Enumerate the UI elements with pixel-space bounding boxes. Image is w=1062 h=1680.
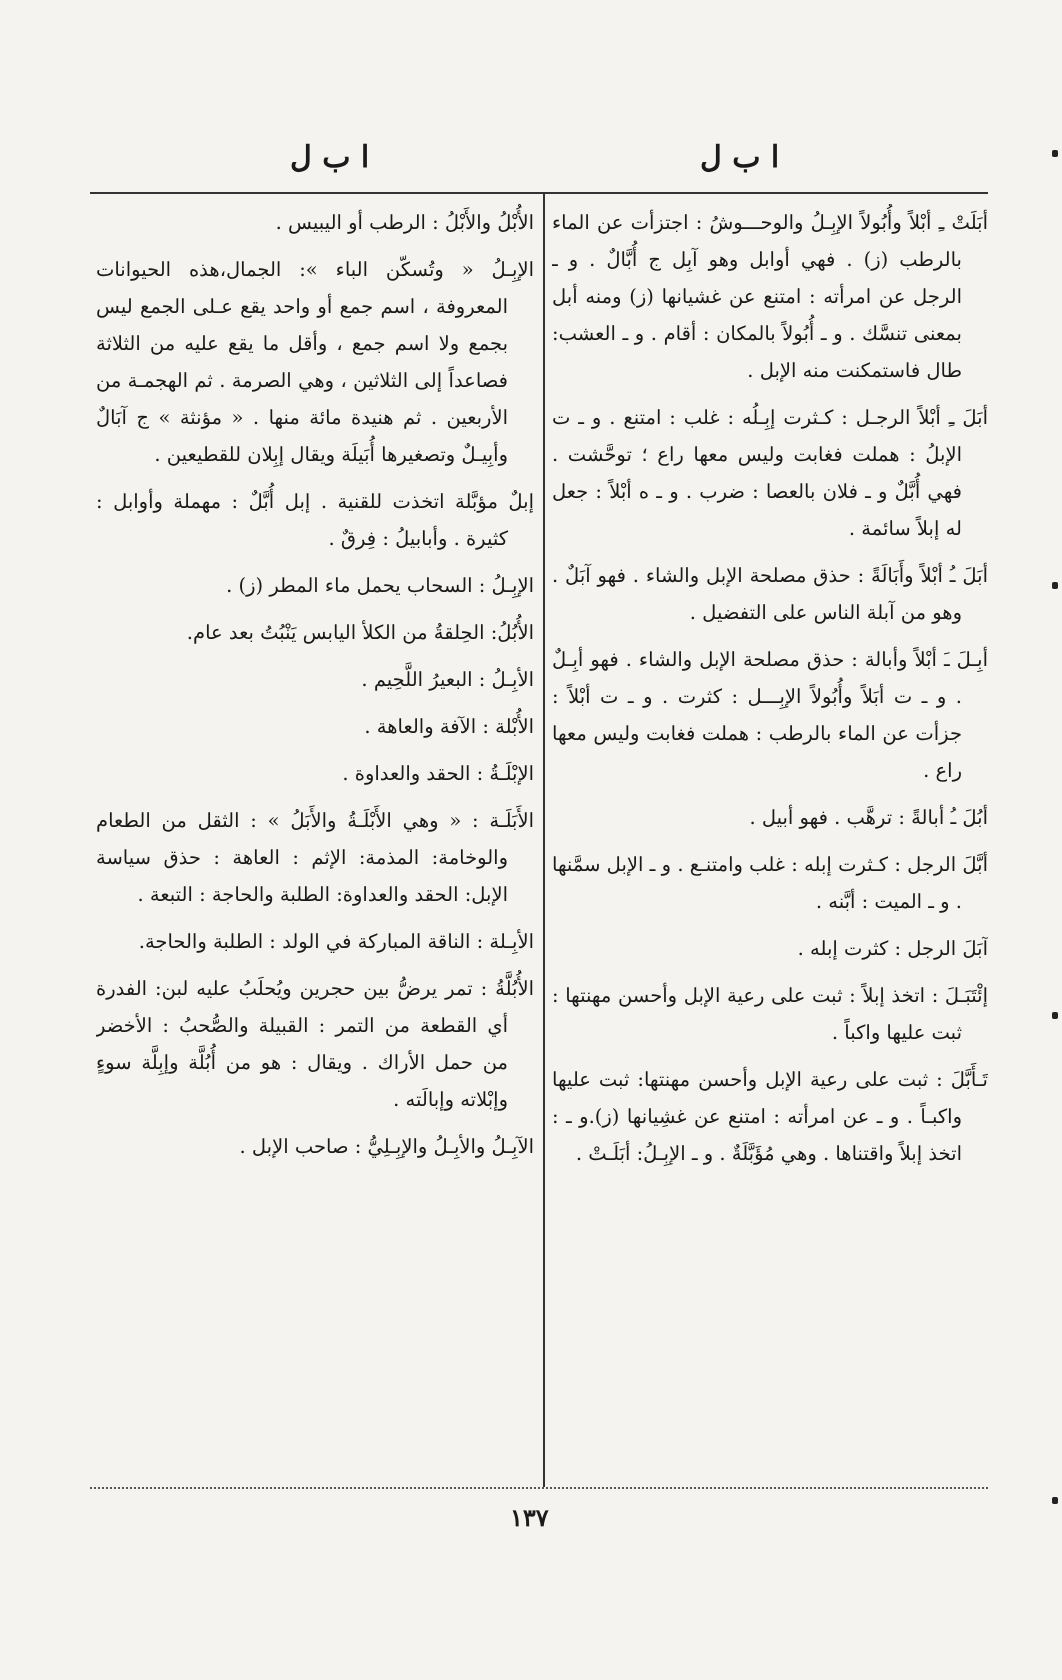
margin-mark	[1052, 582, 1058, 589]
dictionary-entry	[96, 970, 534, 1118]
entry-text: الإبِـلُ : السحاب يحمل ماء المطر (ز) .	[226, 574, 534, 597]
entry-text: آبَلَ الرجل : كثرت إبله .	[797, 937, 988, 960]
dictionary-entry	[552, 641, 988, 789]
margin-mark	[1052, 1012, 1058, 1019]
entry-text: أبُلَ ـُ أبالةً : ترهَّب . فهو أبيل .	[749, 806, 988, 829]
dictionary-entry	[96, 755, 534, 792]
entry-text: الأَبَلَـة : « وهي الأَبْلَـةُ والأَبَلُ » : الثقل من الطعام والوخامة: المذمة: الإثم : العاهة : حذق سياسة الإبل: الحقد والعداوة: الطلبة والحاجة : التبعة .	[96, 809, 534, 906]
guide-word-left: ا ب ل	[290, 140, 370, 175]
margin-mark	[1052, 150, 1058, 157]
entry-text: تَـأَبَّلَ : ثبت على رعية الإبل وأحسن مهنتها: ثبت عليها واكبـاً . و ـ عن امرأته : امتنع عن غشِيانها (ز).و ـ : اتخذ إبلاً واقتناها . وهي مُؤَبَّلَةٌ . و ـ الإبِـلُ: أبَلَـتْ .	[552, 1068, 988, 1165]
column-divider	[543, 193, 545, 1487]
entry-text: الإبْلَـةُ : الحقد والعداوة .	[342, 762, 534, 785]
entry-text: أبَلَ ـُ أبْلاً وأَبَالَةً : حذق مصلحة الإبل والشاء . فهو آبَلٌ . وهو من آبلة الناس على التفضيل .	[552, 564, 988, 624]
dictionary-entry	[96, 204, 534, 241]
dictionary-entry	[552, 399, 988, 547]
entry-text: أبَلَتْ ـِ أبْلاً وأُبُولاً الإبِـلُ والوحـــوشُ : اجتزأت عن الماء بالرطب (ز) . فهي أوابل وهو آبِل ج أُبَّالٌ . و ـ الرجل عن امرأته : امتنع عن غشيانها (ز) ومنه أبل بمعنى تنسَّك . و ـ أُبُولاً بالمكان : أقام . و ـ العشب: طال فاستمكنت منه الإبل .	[552, 211, 988, 382]
dictionary-entry	[96, 567, 534, 604]
dictionary-entry	[96, 1128, 534, 1165]
page-number: ١٣٧	[510, 1503, 549, 1532]
bottom-rule	[90, 1487, 988, 1489]
dictionary-entry	[552, 846, 988, 920]
top-rule	[90, 192, 988, 194]
entry-text: الأُبْلة : الآفة والعاهة .	[364, 715, 534, 738]
dictionary-entry	[96, 661, 534, 698]
entry-text: أبِـلَ ـَ أبْلاً وأبالة : حذق مصلحة الإبل والشاء . فهو أبِـلٌ . و ـ ت أبَلاً وأُبُولاً الإبِـــل : كثرت . و ـ ت أبْلاً : جزأت عن الماء بالرطب : هملت فغابت وليس معها راع .	[552, 648, 988, 782]
right-column	[552, 204, 988, 1474]
dictionary-entry	[552, 799, 988, 836]
dictionary-entry	[96, 802, 534, 913]
dictionary-entry	[552, 977, 988, 1051]
entry-text: الإبِـلُ « وتُسكّن الباء »: الجمال،هذه الحيوانات المعروفة ، اسم جمع أو واحد يقع عـلى الجمع ليس بجمع ولا اسم جمع ، وأقل ما يقع عليه من الثلاثة فصاعداً إلى الثلاثين ، وهي الصرمة . ثم الهجمـة من الأربعين . ثم هنيدة مائة منها . « مؤنثة » ج آبَالٌ وأبِيـلٌ وتصغيرها أُبَيلَة ويقال إبِلان للقطيعين .	[96, 258, 534, 466]
entry-text: الأُبُلُ: الحِلقةُ من الكلأ اليابس يَنْبُتُ بعد عام.	[186, 621, 534, 644]
entry-text: أبَّلَ الرجل : كـثرت إبله : غلب وامتنـع . و ـ الإبل سمَّنها . و ـ الميت : أبَّنه .	[552, 853, 988, 913]
entry-text: الأُبُلَّةُ : تمر يرضُّ بين حجرين ويُحلَبُ عليه لبن: الفدرة أي القطعة من التمر : القبيلة والصُّحبُ : الأخضر من حمل الأراك . ويقال : هو من أُبُلَّة وإبِلَّة سوءٍ وإبْلاته وإبالَته .	[96, 977, 534, 1111]
guide-word-right: ا ب ل	[700, 140, 780, 175]
entry-text: الأبِـلُ : البعيرُ اللَّحِيم .	[361, 668, 534, 691]
left-column	[96, 204, 534, 1474]
entry-text: إئْتَبَـلَ : اتخذ إبلاً : ثبت على رعية الإبل وأحسن مهنتها : ثبت عليها واكباً .	[552, 984, 988, 1044]
entry-text: أبَلَ ـِ أبْلاً الرجـل : كـثرت إبِـلُه : غلب : امتنع . و ـ ت الإبلُ : هملت فغابت وليس معها راع ؛ توحَّشت . فهي أُبَّلٌ و ـ فلان بالعصا : ضرب . و ـ ه أبْلاً : جعل له إبلاً سائمة .	[552, 406, 988, 540]
entry-text: الأُبْلُ والأَبْلُ : الرطب أو اليبيس .	[275, 211, 534, 234]
entry-text: إبلٌ مؤبَّلة اتخذت للقنية . إبل أُبَّلٌ : مهملة وأوابل : كثيرة . وأبابيلُ : فِرقٌ .	[96, 490, 534, 550]
margin-mark	[1052, 1497, 1058, 1504]
dictionary-entry	[552, 204, 988, 389]
dictionary-entry	[552, 930, 988, 967]
dictionary-entry	[96, 708, 534, 745]
dictionary-entry	[96, 614, 534, 651]
dictionary-entry	[96, 483, 534, 557]
entry-text: الآبِـلُ والأبِـلُ والإبِـلِيُّ : صاحب الإبل .	[239, 1135, 534, 1158]
dictionary-entry	[552, 557, 988, 631]
entry-text: الأبِـلة : الناقة المباركة في الولد : الطلبة والحاجة.	[138, 930, 534, 953]
dictionary-entry	[552, 1061, 988, 1172]
dictionary-entry	[96, 923, 534, 960]
dictionary-entry	[96, 251, 534, 473]
